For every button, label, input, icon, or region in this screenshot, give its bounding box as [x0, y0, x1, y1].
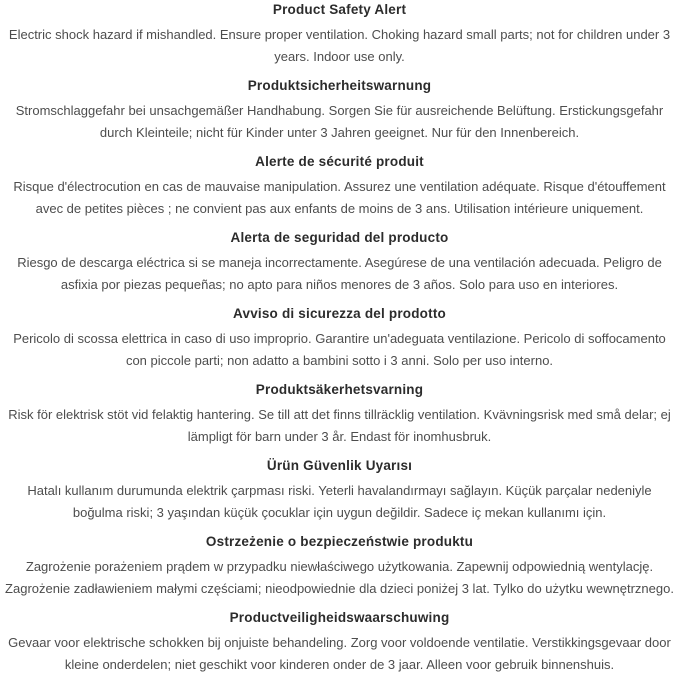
safety-section-sv [3, 382, 676, 447]
safety-body-fr: Risque d'électrocution en cas de mauvaise manipulation. Assurez une ventilation adéquate. Risque d'étouffement avec de petites pièces ; ne convient pas aux enfants de moins de 3 ans. Utilisation intérieure uniquement. [13, 179, 666, 216]
safety-section-fr [3, 154, 676, 219]
safety-body-es: Riesgo de descarga eléctrica si se maneja incorrectamente. Asegúrese de una ventilación adecuada. Peligro de asfixia por piezas pequeñas; no apto para niños menores de 3 años. Solo para uso en interiores. [17, 255, 662, 292]
safety-heading-nl: Productveiligheidswaarschuwing [229, 610, 450, 625]
safety-body-pl: Zagrożenie porażeniem prądem w przypadku niewłaściwego użytkowania. Zapewnij odpowiednią wentylację. Zagrożenie zadławieniem małymi częściami; nieodpowiednie dla dzieci poniżej 3 lat. Tylko do użytku wewnętrznego. [5, 559, 674, 596]
safety-body-de: Stromschlaggefahr bei unsachgemäßer Handhabung. Sorgen Sie für ausreichende Belüftung. Erstickungsgefahr durch Kleinteile; nicht für Kinder unter 3 Jahren geeignet. Nur für den Innenbereich. [15, 103, 664, 140]
safety-heading-fr: Alerte de sécurité produit [255, 154, 424, 169]
safety-section-es [3, 230, 676, 295]
safety-body-en: Electric shock hazard if mishandled. Ensure proper ventilation. Choking hazard small parts; not for children under 3 years. Indoor use only. [8, 27, 671, 64]
safety-section-pl [3, 534, 676, 599]
safety-heading-de: Produktsicherheitswarnung [247, 78, 432, 93]
safety-body-nl: Gevaar voor elektrische schokken bij onjuiste behandeling. Zorg voor voldoende ventilatie. Verstikkingsgevaar door kleine onderdelen; niet geschikt voor kinderen onder de 3 jaar. Alleen voor gebruik binnenshuis. [8, 635, 671, 672]
safety-section-tr [3, 458, 676, 523]
safety-body-sv: Risk för elektrisk stöt vid felaktig hantering. Se till att det finns tillräcklig ventilation. Kvävningsrisk med små delar; ej lämpligt för barn under 3 år. Endast för inomhusbruk. [8, 407, 671, 444]
safety-section-de [3, 78, 676, 143]
safety-heading-pl: Ostrzeżenie o bezpieczeństwie produktu [205, 534, 474, 549]
safety-heading-en: Product Safety Alert [272, 2, 407, 17]
safety-section-nl [3, 610, 676, 675]
safety-heading-it: Avviso di sicurezza del prodotto [233, 306, 446, 321]
safety-heading-tr: Ürün Güvenlik Uyarısı [266, 458, 413, 473]
safety-body-it: Pericolo di scossa elettrica in caso di uso improprio. Garantire un'adeguata ventilazione. Pericolo di soffocamento con piccole parti; non adatto a bambini sotto i 3 anni. Solo per uso interno. [13, 331, 666, 368]
safety-section-it [3, 306, 676, 371]
safety-body-tr: Hatalı kullanım durumunda elektrik çarpması riski. Yeterli havalandırmayı sağlayın. Küçük parçalar nedeniyle boğulma riski; 3 yaşından küçük çocuklar için uygun değildir. Sadece iç mekan kullanımı için. [27, 483, 652, 520]
safety-heading-es: Alerta de seguridad del producto [230, 230, 449, 245]
safety-section-en [3, 2, 676, 67]
safety-heading-sv: Produktsäkerhetsvarning [255, 382, 424, 397]
